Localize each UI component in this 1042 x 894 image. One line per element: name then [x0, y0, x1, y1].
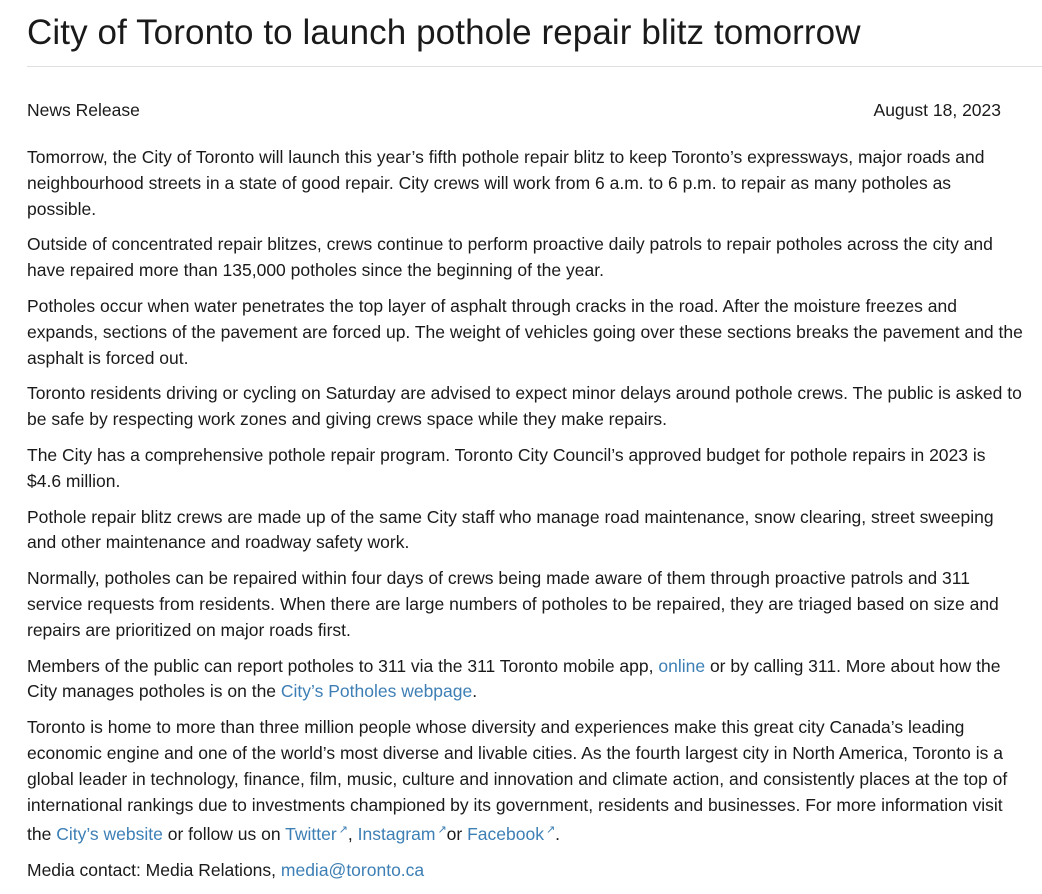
city-website-link[interactable]: City’s website: [56, 824, 163, 845]
about-separator-1: ,: [347, 824, 358, 845]
about-separator-2: or: [446, 824, 468, 845]
article-body: [27, 145, 1023, 894]
title-divider: [27, 66, 1042, 67]
report-paragraph: [27, 654, 1023, 706]
paragraph-6: Pothole repair blitz crews are made up of the same City staff who manage road maintenance, snow clearing, street sweeping and other maintenance and roadway safety work.: [27, 506, 994, 553]
about-text-2: or follow us on: [162, 824, 286, 845]
about-paragraph: [27, 715, 1023, 848]
paragraph-3: Potholes occur when water penetrates the top layer of asphalt through cracks in the road. After the moisture freezes and expands, sections of the pavement are forced up. The weight of vehicles going over these sections breaks the pavement and the asphalt is forced out.: [27, 295, 1023, 368]
media-email-link[interactable]: media@toronto.ca: [280, 860, 425, 881]
page-title: City of Toronto to launch pothole repair blitz tomorrow: [27, 13, 861, 52]
paragraph-7: Normally, potholes can be repaired within four days of crews being made aware of them through proactive patrols and 311 service requests from residents. When there are large numbers of potholes to be repaired, they are triaged based on size and repairs are prioritized on major roads first.: [27, 568, 999, 640]
paragraph-1: Tomorrow, the City of Toronto will launch this year’s fifth pothole repair blitz to keep Toronto’s expressways, major roads and neighbourhood streets in a state of good repair. City crews will work from 6 a.m. to 6 p.m. to repair as many potholes as possible.: [27, 147, 985, 219]
media-contact: [27, 858, 1023, 884]
report-text-1: Members of the public can report potholes to 311 via the 311 Toronto mobile app,: [27, 655, 659, 676]
media-contact-label: Media contact: Media Relations,: [27, 860, 281, 881]
potholes-webpage-link[interactable]: City’s Potholes webpage: [280, 681, 473, 702]
external-link-icon: ↗: [437, 824, 447, 837]
twitter-link[interactable]: Twitter: [285, 824, 337, 845]
facebook-link[interactable]: Facebook: [467, 824, 544, 845]
release-type: News Release: [27, 100, 140, 120]
report-text-2: or by calling 311. More about how the City manages potholes is on the: [27, 655, 1001, 702]
paragraph-5: The City has a comprehensive pothole repair program. Toronto City Council’s approved budget for pothole repairs in 2023 is $4.6 million.: [27, 444, 986, 491]
release-date: August 18, 2023: [873, 100, 1001, 120]
report-text-3: .: [472, 681, 478, 702]
release-meta: [27, 99, 1001, 121]
about-text-1: Toronto is home to more than three million people whose diversity and experiences make this great city Canada’s leading economic engine and one of the world’s most diverse and livable cities. As the fourth largest city in North America, Toronto is a global leader in technology, finance, film, music, culture and innovation and climate action, and consistently places at the top of international rankings due to investments championed by its government, residents and businesses. For more information visit the: [27, 717, 1008, 845]
paragraph-4: Toronto residents driving or cycling on Saturday are advised to expect minor delays around pothole crews. The public is asked to be safe by respecting work zones and giving crews space while they make repairs.: [27, 383, 1022, 430]
paragraph-2: Outside of concentrated repair blitzes, crews continue to perform proactive daily patrols to repair potholes across the city and have repaired more than 135,000 potholes since the beginning of the year.: [27, 234, 993, 281]
external-link-icon: ↗: [545, 824, 556, 837]
external-link-icon: ↗: [338, 824, 348, 837]
online-link[interactable]: online: [658, 655, 706, 676]
about-text-3: .: [555, 824, 561, 845]
instagram-link[interactable]: Instagram: [357, 824, 436, 845]
